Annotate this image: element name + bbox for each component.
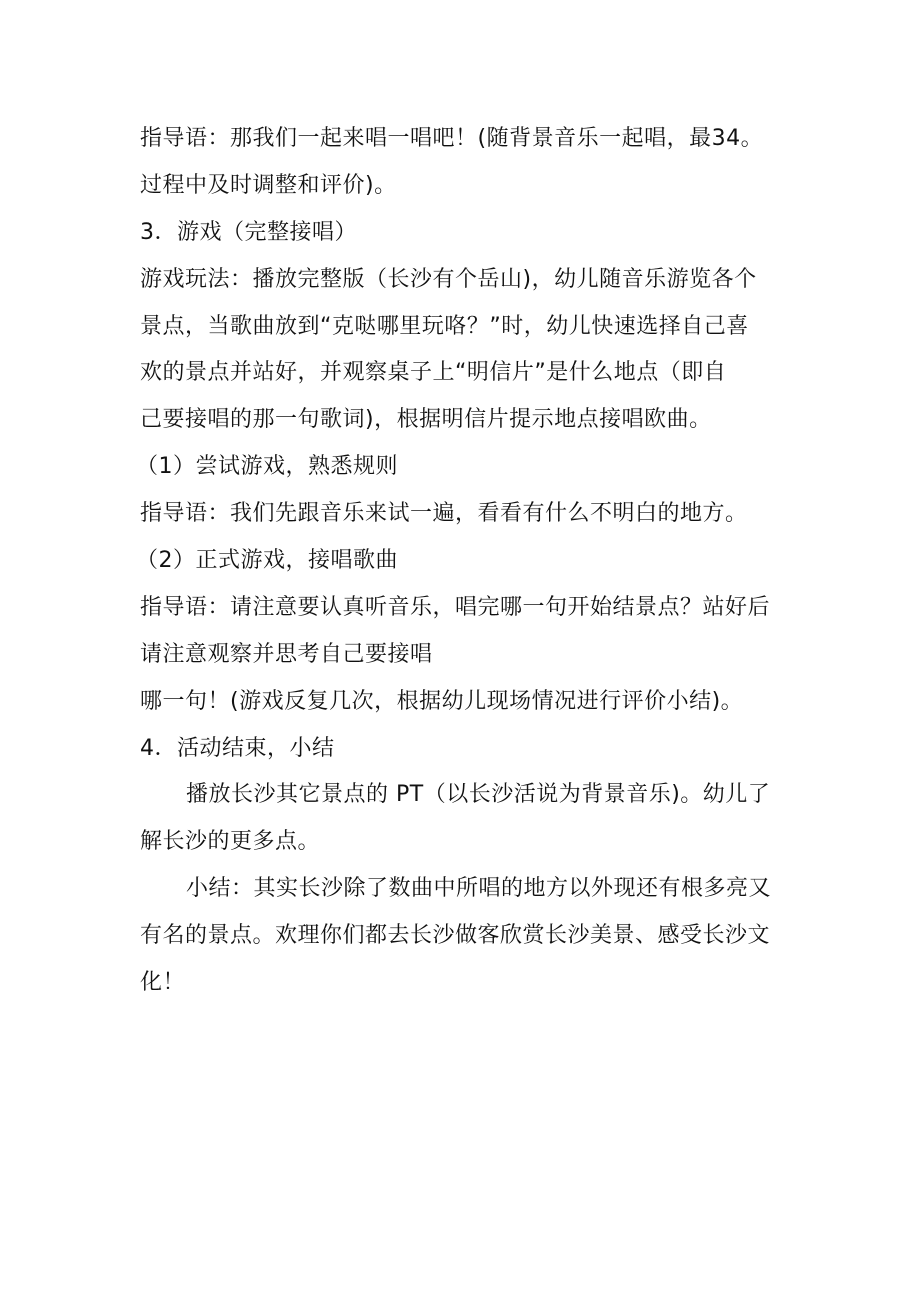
subsection-heading: （2）正式游戏，接唱歌曲 (136, 548, 398, 574)
text-line: 化！ (140, 970, 186, 996)
text-line: 播放长沙其它景点的 PT（以长沙活说为背景音乐)。幼儿了 (186, 782, 771, 808)
document-page (136, 116, 800, 1007)
text-line: 指导语：请注意要认真听音乐，唱完哪一句开始结景点？站好后 (140, 594, 771, 620)
text-line: 指导语：那我们一起来唱一唱吧！(随背景音乐一起唱，最34。 (140, 126, 764, 151)
section-heading: 3．游戏（完整接唱） (140, 219, 357, 245)
text-line: 景点，当歌曲放到“克哒哪里玩咯？”时，幼儿快速选择自己喜 (140, 313, 749, 339)
text-line: 有名的景点。欢理你们都去长沙做客欣赏长沙美景、感受长沙文 (140, 923, 771, 949)
text-line: 小结：其实长沙除了数曲中所唱的地方以外现还有根多亮又 (186, 876, 772, 902)
text-line: 请注意观察并思考自己要接唱 (140, 641, 433, 667)
text-line: 指导语：我们先跟音乐来试一遍，看看有什么不明白的地方。 (140, 501, 748, 527)
text-line: 欢的景点并站好，并观察桌子上“明信片”是什么地点（即自 (140, 360, 727, 386)
subsection-heading: （1）尝试游戏，熟悉规则 (136, 454, 398, 480)
section-heading: 4．活动结束，小结 (140, 735, 335, 761)
text-line: 哪一句！(游戏反复几次，根据幼儿现场情况进行评价小结)。 (140, 688, 744, 714)
text-line: 过程中及时调整和评价)。 (140, 172, 397, 198)
text-line: 游戏玩法：播放完整版（长沙有个岳山)，幼儿随音乐游览各个 (140, 266, 757, 292)
text-line: 解长沙的更多点。 (140, 829, 321, 855)
text-line: 己要接唱的那一句歌词)，根据明信片提示地点接唱欧曲。 (140, 407, 712, 433)
